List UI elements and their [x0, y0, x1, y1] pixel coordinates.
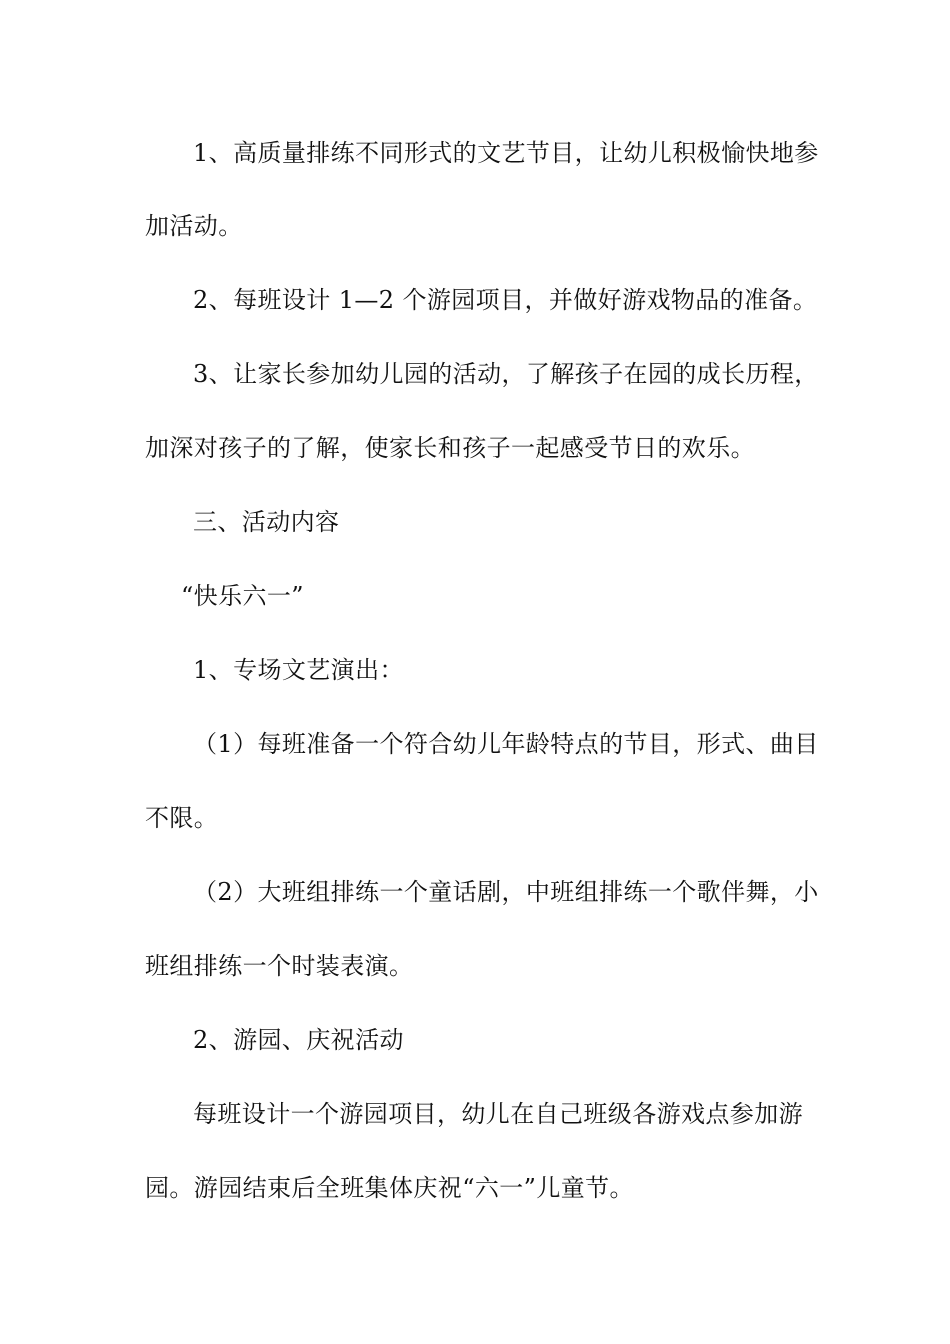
activity-theme: “快乐六一”: [181, 582, 304, 610]
item-1-line-1: （1）每班准备一个符合幼儿年龄特点的节目，形式、曲目: [193, 730, 819, 758]
item-1-line-2: 不限。: [145, 804, 219, 832]
section-heading: 三、活动内容: [193, 508, 340, 536]
paragraph-1-line-1: 1、高质量排练不同形式的文艺节目，让幼儿积极愉快地参: [193, 139, 819, 167]
item-2-line-2: 班组排练一个时装表演。: [145, 952, 414, 980]
paragraph-last-line-1: 每班设计一个游园项目，幼儿在自己班级各游戏点参加游: [193, 1100, 803, 1128]
paragraph-3-line-1: 3、让家长参加幼儿园的活动，了解孩子在园的成长历程，: [193, 360, 819, 388]
item-2-line-1: （2）大班组排练一个童话剧，中班组排练一个歌伴舞，小: [193, 878, 819, 906]
paragraph-3-line-2: 加深对孩子的了解，使家长和孩子一起感受节日的欢乐。: [145, 434, 755, 462]
paragraph-1-line-2: 加活动。: [145, 212, 243, 240]
subheading-garden-party: 2、游园、庆祝活动: [193, 1026, 404, 1054]
paragraph-2: 2、每班设计 1—2 个游园项目，并做好游戏物品的准备。: [193, 286, 818, 314]
subheading-performance: 1、专场文艺演出：: [193, 656, 404, 684]
paragraph-last-line-2: 园。游园结束后全班集体庆祝“六一”儿童节。: [145, 1174, 634, 1202]
